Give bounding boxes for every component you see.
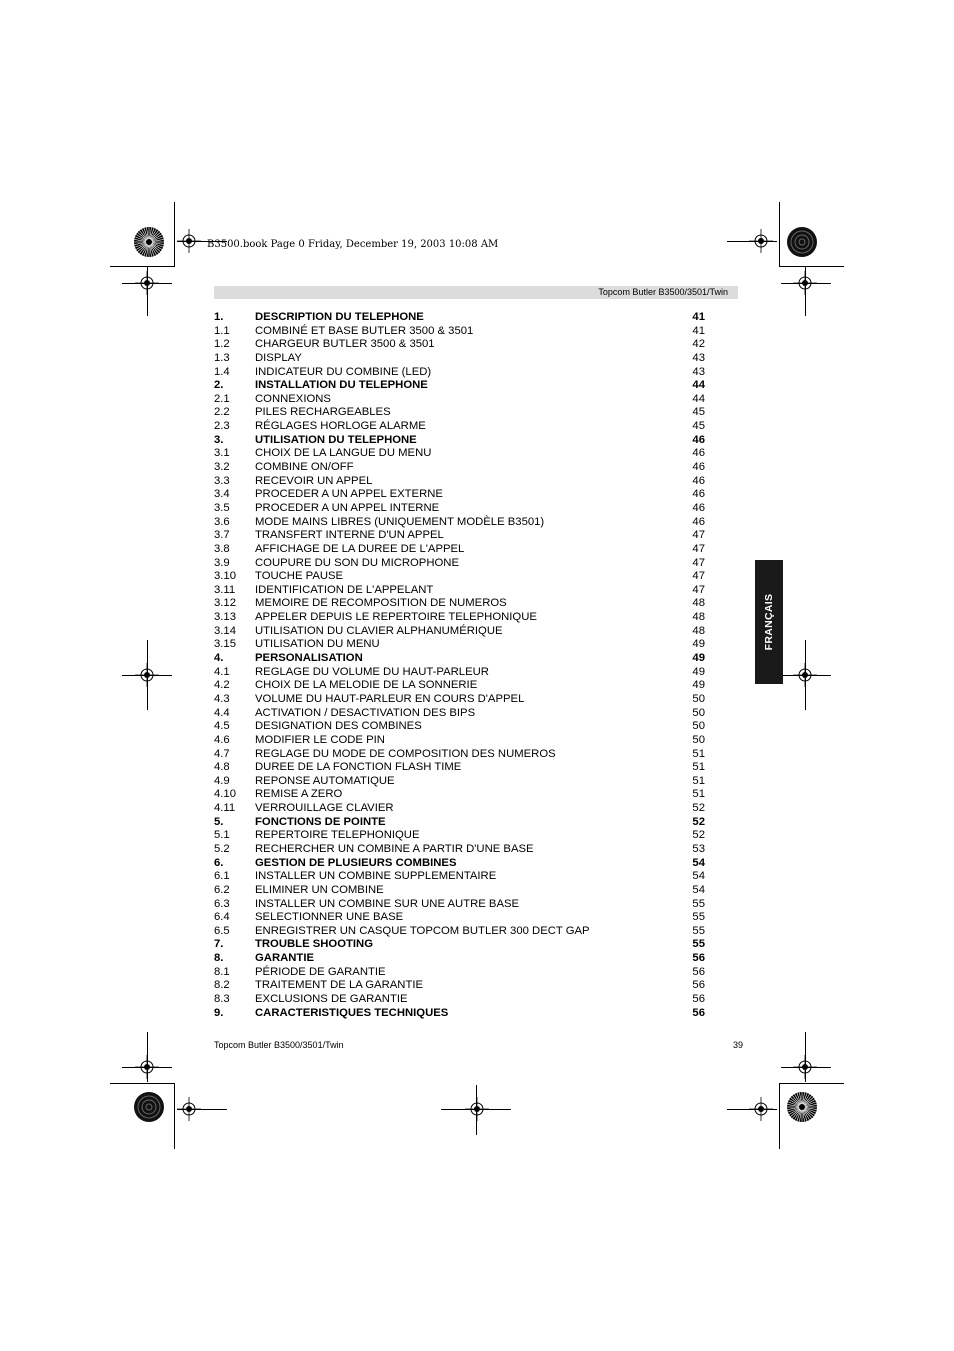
crosshair-line <box>147 1032 148 1082</box>
toc-entry-number: 1.1 <box>214 324 230 337</box>
toc-entry-number: 3.9 <box>214 556 230 569</box>
crosshair-line <box>177 1109 227 1110</box>
toc-entry-title: PERSONALISATION <box>255 652 363 665</box>
toc-entry-title: REPONSE AUTOMATIQUE <box>255 774 395 787</box>
toc-section-row <box>214 788 714 802</box>
toc-section-row <box>214 679 714 693</box>
toc-chapter-row <box>214 952 714 966</box>
toc-entry-page: 49 <box>692 679 705 692</box>
toc-entry-title: APPELER DEPUIS LE REPERTOIRE TELEPHONIQUE <box>255 611 537 624</box>
toc-section-row <box>214 829 714 843</box>
toc-entry-number: 1.2 <box>214 338 230 351</box>
toc-section-row <box>214 748 714 762</box>
toc-entry-title: INDICATEUR DU COMBINE (LED) <box>255 365 432 378</box>
toc-section-row <box>214 570 714 584</box>
toc-entry-page: 47 <box>692 556 705 569</box>
toc-entry-page: 47 <box>692 542 705 555</box>
toc-section-row <box>214 625 714 639</box>
toc-entry-number: 4.4 <box>214 706 230 719</box>
footer-title: Topcom Butler B3500/3501/Twin <box>214 1040 344 1050</box>
toc-entry-page: 54 <box>692 856 705 869</box>
crosshair-line <box>805 266 806 316</box>
table-of-contents <box>214 311 714 1020</box>
toc-entry-page: 52 <box>692 815 705 828</box>
toc-entry-page: 41 <box>692 324 705 337</box>
toc-section-row <box>214 461 714 475</box>
toc-entry-page: 43 <box>692 351 705 364</box>
toc-entry-page: 55 <box>692 911 705 924</box>
toc-section-row <box>214 720 714 734</box>
toc-entry-page: 46 <box>692 488 705 501</box>
toc-entry-number: 6.5 <box>214 924 230 937</box>
toc-entry-page: 45 <box>692 420 705 433</box>
toc-section-row <box>214 338 714 352</box>
toc-entry-page: 49 <box>692 638 705 651</box>
toc-entry-page: 46 <box>692 461 705 474</box>
starburst-target-icon <box>786 1091 818 1123</box>
crosshair-line <box>805 640 806 710</box>
trim-line-bottom-left-horizontal <box>110 1083 175 1084</box>
toc-entry-number: 4.6 <box>214 733 230 746</box>
toc-section-row <box>214 993 714 1007</box>
toc-section-row <box>214 979 714 993</box>
toc-entry-number: 5.2 <box>214 842 230 855</box>
toc-section-row <box>214 325 714 339</box>
toc-entry-title: MODE MAINS LIBRES (UNIQUEMENT MODÈLE B3501) <box>255 515 545 528</box>
toc-entry-title: REPERTOIRE TELEPHONIQUE <box>255 829 420 842</box>
toc-entry-title: MODIFIER LE CODE PIN <box>255 733 385 746</box>
toc-entry-page: 51 <box>692 774 705 787</box>
toc-entry-page: 52 <box>692 802 705 815</box>
language-side-tab <box>755 560 783 684</box>
toc-entry-title: TOUCHE PAUSE <box>255 570 344 583</box>
trim-line-top-right-horizontal <box>779 266 844 267</box>
toc-chapter-row <box>214 434 714 448</box>
toc-entry-number: 3.6 <box>214 515 230 528</box>
toc-entry-title: INSTALLER UN COMBINE SUR UNE AUTRE BASE <box>255 897 520 910</box>
toc-entry-title: UTILISATION DU MENU <box>255 638 380 651</box>
toc-entry-number: 2.2 <box>214 406 230 419</box>
toc-section-row <box>214 406 714 420</box>
toc-entry-title: TROUBLE SHOOTING <box>255 938 373 951</box>
color-target-icon <box>786 226 818 258</box>
toc-entry-page: 43 <box>692 365 705 378</box>
toc-entry-title: INSTALLER UN COMBINE SUPPLEMENTAIRE <box>255 870 497 883</box>
toc-entry-page: 55 <box>692 938 705 951</box>
toc-entry-title: PROCEDER A UN APPEL EXTERNE <box>255 488 443 501</box>
toc-section-row <box>214 966 714 980</box>
toc-section-row <box>214 911 714 925</box>
page-number: 39 <box>733 1040 744 1050</box>
toc-entry-title: RÉGLAGES HORLOGE ALARME <box>255 420 426 433</box>
toc-entry-title: INSTALLATION DU TELEPHONE <box>255 379 428 392</box>
toc-chapter-row <box>214 652 714 666</box>
toc-entry-page: 47 <box>692 570 705 583</box>
toc-entry-number: 4.8 <box>214 761 230 774</box>
toc-entry-title: COUPURE DU SON DU MICROPHONE <box>255 556 459 569</box>
toc-section-row <box>214 884 714 898</box>
toc-entry-title: CONNEXIONS <box>255 392 331 405</box>
toc-entry-page: 44 <box>692 392 705 405</box>
toc-entry-page: 51 <box>692 747 705 760</box>
toc-section-row <box>214 366 714 380</box>
toc-entry-title: AFFICHAGE DE LA DUREE DE L'APPEL <box>255 542 465 555</box>
starburst-target-icon <box>133 226 165 258</box>
toc-entry-number: 6. <box>214 856 224 869</box>
book-info-line: B3500.book Page 0 Friday, December 19, 2003 10:08 AM <box>207 239 499 250</box>
toc-entry-page: 47 <box>692 583 705 596</box>
language-side-tab-label: FRANÇAIS <box>763 593 775 651</box>
toc-entry-title: RECEVOIR UN APPEL <box>255 474 373 487</box>
toc-chapter-row <box>214 816 714 830</box>
toc-entry-page: 46 <box>692 501 705 514</box>
toc-entry-title: CHOIX DE LA MELODIE DE LA SONNERIE <box>255 679 478 692</box>
running-header-bar <box>214 286 738 299</box>
toc-entry-page: 56 <box>692 965 705 978</box>
toc-section-row <box>214 666 714 680</box>
toc-section-row <box>214 898 714 912</box>
toc-entry-title: ENREGISTRER UN CASQUE TOPCOM BUTLER 300 DECT GAP <box>255 924 590 937</box>
toc-entry-page: 46 <box>692 447 705 460</box>
toc-section-row <box>214 707 714 721</box>
toc-entry-title: IDENTIFICATION DE L'APPELANT <box>255 583 434 596</box>
toc-section-row <box>214 584 714 598</box>
toc-entry-title: RECHERCHER UN COMBINE A PARTIR D'UNE BASE <box>255 842 534 855</box>
toc-section-row <box>214 352 714 366</box>
toc-entry-title: TRAITEMENT DE LA GARANTIE <box>255 979 424 992</box>
toc-section-row <box>214 802 714 816</box>
toc-entry-number: 6.2 <box>214 883 230 896</box>
toc-entry-title: CHARGEUR BUTLER 3500 & 3501 <box>255 338 435 351</box>
toc-section-row <box>214 557 714 571</box>
toc-entry-page: 46 <box>692 515 705 528</box>
toc-entry-title: COMBINÉ ET BASE BUTLER 3500 & 3501 <box>255 324 474 337</box>
toc-entry-number: 4.7 <box>214 747 230 760</box>
toc-entry-number: 3.10 <box>214 570 236 583</box>
toc-entry-number: 1.4 <box>214 365 230 378</box>
toc-entry-title: GARANTIE <box>255 952 314 965</box>
toc-entry-page: 55 <box>692 924 705 937</box>
toc-entry-number: 8. <box>214 952 224 965</box>
toc-entry-number: 3.3 <box>214 474 230 487</box>
toc-entry-title: DESIGNATION DES COMBINES <box>255 720 422 733</box>
crosshair-line <box>781 1067 831 1068</box>
toc-entry-number: 5.1 <box>214 829 230 842</box>
toc-entry-title: DESCRIPTION DU TELEPHONE <box>255 311 424 323</box>
toc-entry-number: 6.4 <box>214 911 230 924</box>
toc-section-row <box>214 420 714 434</box>
toc-section-row <box>214 870 714 884</box>
toc-entry-title: DUREE DE LA FONCTION FLASH TIME <box>255 761 462 774</box>
toc-entry-page: 48 <box>692 597 705 610</box>
crosshair-line <box>476 1085 477 1135</box>
toc-entry-page: 46 <box>692 474 705 487</box>
toc-section-row <box>214 597 714 611</box>
toc-entry-number: 6.1 <box>214 870 230 883</box>
toc-entry-number: 6.3 <box>214 897 230 910</box>
toc-entry-page: 48 <box>692 624 705 637</box>
toc-section-row <box>214 475 714 489</box>
toc-entry-number: 4. <box>214 652 224 665</box>
toc-entry-page: 41 <box>692 311 705 323</box>
toc-entry-title: PROCEDER A UN APPEL INTERNE <box>255 501 440 514</box>
toc-entry-title: CHOIX DE LA LANGUE DU MENU <box>255 447 432 460</box>
toc-section-row <box>214 611 714 625</box>
toc-entry-number: 8.2 <box>214 979 230 992</box>
toc-section-row <box>214 925 714 939</box>
toc-section-row <box>214 638 714 652</box>
toc-section-row <box>214 488 714 502</box>
toc-chapter-row <box>214 938 714 952</box>
toc-entry-title: SELECTIONNER UNE BASE <box>255 911 404 924</box>
toc-entry-number: 2.3 <box>214 420 230 433</box>
toc-entry-page: 56 <box>692 1006 705 1019</box>
toc-section-row <box>214 775 714 789</box>
crosshair-line <box>805 1032 806 1082</box>
toc-entry-page: 52 <box>692 829 705 842</box>
trim-line-bottom-right-vertical <box>779 1083 780 1149</box>
toc-entry-number: 2. <box>214 379 224 392</box>
toc-entry-title: DISPLAY <box>255 351 302 364</box>
toc-entry-page: 56 <box>692 993 705 1006</box>
toc-entry-number: 4.2 <box>214 679 230 692</box>
toc-entry-number: 3.11 <box>214 583 236 596</box>
toc-entry-number: 3.1 <box>214 447 230 460</box>
toc-chapter-row <box>214 379 714 393</box>
crosshair-line <box>727 241 777 242</box>
toc-entry-number: 3.7 <box>214 529 230 542</box>
toc-entry-page: 55 <box>692 897 705 910</box>
toc-section-row <box>214 543 714 557</box>
toc-entry-title: EXCLUSIONS DE GARANTIE <box>255 993 408 1006</box>
crosshair-line <box>147 266 148 316</box>
color-target-icon <box>133 1091 165 1123</box>
running-header-title: Topcom Butler B3500/3501/Twin <box>598 287 728 297</box>
toc-entry-number: 3.15 <box>214 638 236 651</box>
crosshair-line <box>727 1109 777 1110</box>
toc-entry-page: 49 <box>692 652 705 665</box>
toc-entry-page: 54 <box>692 883 705 896</box>
toc-entry-page: 56 <box>692 952 705 965</box>
toc-entry-number: 2.1 <box>214 392 230 405</box>
toc-entry-page: 50 <box>692 720 705 733</box>
toc-section-row <box>214 693 714 707</box>
toc-entry-page: 50 <box>692 706 705 719</box>
toc-entry-number: 4.3 <box>214 692 230 705</box>
toc-entry-number: 3.12 <box>214 597 236 610</box>
toc-chapter-row <box>214 857 714 871</box>
toc-section-row <box>214 393 714 407</box>
toc-entry-title: ACTIVATION / DESACTIVATION DES BIPS <box>255 706 476 719</box>
toc-section-row <box>214 761 714 775</box>
toc-entry-title: MEMOIRE DE RECOMPOSITION DE NUMEROS <box>255 597 507 610</box>
toc-entry-title: COMBINE ON/OFF <box>255 461 354 474</box>
toc-entry-number: 3.8 <box>214 542 230 555</box>
toc-entry-page: 42 <box>692 338 705 351</box>
toc-entry-number: 1.3 <box>214 351 230 364</box>
toc-section-row <box>214 447 714 461</box>
toc-entry-page: 48 <box>692 611 705 624</box>
toc-entry-number: 5. <box>214 815 224 828</box>
toc-entry-title: VERROUILLAGE CLAVIER <box>255 802 394 815</box>
toc-entry-number: 3. <box>214 433 224 446</box>
trim-line-top-left-horizontal <box>110 266 175 267</box>
toc-entry-title: PÉRIODE DE GARANTIE <box>255 965 386 978</box>
toc-entry-number: 3.14 <box>214 624 236 637</box>
trim-line-bottom-left-vertical <box>174 1083 175 1149</box>
toc-entry-title: PILES RECHARGEABLES <box>255 406 391 419</box>
crosshair-line <box>781 675 831 676</box>
toc-entry-title: CARACTERISTIQUES TECHNIQUES <box>255 1006 449 1019</box>
toc-entry-number: 3.2 <box>214 461 230 474</box>
toc-entry-page: 54 <box>692 870 705 883</box>
toc-entry-page: 50 <box>692 692 705 705</box>
toc-entry-title: UTILISATION DU CLAVIER ALPHANUMÉRIQUE <box>255 624 503 637</box>
toc-entry-number: 9. <box>214 1006 224 1019</box>
toc-entry-title: REGLAGE DU MODE DE COMPOSITION DES NUMEROS <box>255 747 556 760</box>
toc-entry-number: 7. <box>214 938 224 951</box>
toc-entry-number: 1. <box>214 311 224 323</box>
toc-chapter-row <box>214 311 714 325</box>
toc-entry-number: 4.11 <box>214 802 236 815</box>
toc-entry-number: 4.5 <box>214 720 230 733</box>
toc-section-row <box>214 843 714 857</box>
toc-entry-page: 44 <box>692 379 705 392</box>
toc-entry-page: 50 <box>692 733 705 746</box>
toc-entry-number: 4.9 <box>214 774 230 787</box>
toc-entry-title: TRANSFERT INTERNE D'UN APPEL <box>255 529 444 542</box>
toc-entry-number: 3.13 <box>214 611 236 624</box>
toc-entry-number: 3.4 <box>214 488 230 501</box>
toc-entry-number: 8.3 <box>214 993 230 1006</box>
toc-entry-page: 51 <box>692 761 705 774</box>
toc-entry-number: 3.5 <box>214 501 230 514</box>
toc-entry-number: 4.10 <box>214 788 236 801</box>
trim-line-top-left-vertical <box>174 202 175 267</box>
toc-entry-title: GESTION DE PLUSIEURS COMBINES <box>255 856 457 869</box>
toc-entry-page: 49 <box>692 665 705 678</box>
toc-section-row <box>214 502 714 516</box>
toc-entry-title: REMISE A ZERO <box>255 788 343 801</box>
toc-chapter-row <box>214 1007 714 1021</box>
trim-line-top-right-vertical <box>779 202 780 267</box>
toc-entry-title: VOLUME DU HAUT-PARLEUR EN COURS D'APPEL <box>255 692 525 705</box>
toc-section-row <box>214 516 714 530</box>
trim-line-bottom-right-horizontal <box>779 1083 844 1084</box>
toc-section-row <box>214 734 714 748</box>
toc-entry-page: 45 <box>692 406 705 419</box>
toc-section-row <box>214 529 714 543</box>
toc-entry-title: FONCTIONS DE POINTE <box>255 815 386 828</box>
toc-entry-title: UTILISATION DU TELEPHONE <box>255 433 417 446</box>
toc-entry-page: 51 <box>692 788 705 801</box>
toc-entry-page: 47 <box>692 529 705 542</box>
toc-entry-number: 8.1 <box>214 965 230 978</box>
crosshair-line <box>781 283 831 284</box>
crosshair-line <box>147 640 148 710</box>
toc-entry-number: 4.1 <box>214 665 230 678</box>
toc-entry-page: 53 <box>692 842 705 855</box>
toc-entry-page: 56 <box>692 979 705 992</box>
toc-entry-title: REGLAGE DU VOLUME DU HAUT-PARLEUR <box>255 665 489 678</box>
toc-entry-title: ELIMINER UN COMBINE <box>255 883 384 896</box>
toc-entry-page: 46 <box>692 433 705 446</box>
